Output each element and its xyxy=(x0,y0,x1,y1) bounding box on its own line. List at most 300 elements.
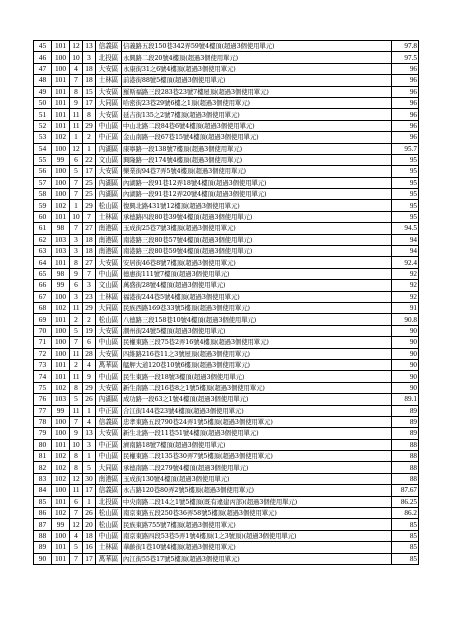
address-cell: 四維路216巷11之3號屋頂(超過3個使用單元) xyxy=(122,348,392,359)
score-cell: 85 xyxy=(392,553,419,564)
day-cell: 20 xyxy=(83,519,96,530)
year-cell: 101 xyxy=(52,109,70,120)
table-row xyxy=(34,451,419,462)
score-cell: 90 xyxy=(392,337,419,348)
score-cell: 95 xyxy=(392,166,419,177)
score-cell: 90.8 xyxy=(392,314,419,325)
district-cell: 大安區 xyxy=(96,63,122,74)
score-cell: 96 xyxy=(392,120,419,131)
address-cell: 玉成街25巷7號3樓頂(超過3個使用單元) xyxy=(122,223,392,234)
year-cell: 100 xyxy=(52,325,70,336)
year-cell: 100 xyxy=(52,189,70,200)
year-cell: 102 xyxy=(52,132,70,143)
score-cell: 90 xyxy=(392,348,419,359)
day-cell: 5 xyxy=(83,462,96,473)
address-cell: 前港街88號5樓頂(超過3個使用單元) xyxy=(122,75,392,86)
district-cell: 南港區 xyxy=(96,223,122,234)
day-cell: 23 xyxy=(83,291,96,302)
month-cell: 4 xyxy=(70,63,83,74)
month-cell: 10 xyxy=(70,211,83,222)
row-number-cell: 79 xyxy=(34,428,52,439)
day-cell: 2 xyxy=(83,132,96,143)
row-number-cell: 69 xyxy=(34,314,52,325)
month-cell: 7 xyxy=(70,189,83,200)
district-cell: 中山區 xyxy=(96,530,122,541)
row-number-cell: 60 xyxy=(34,211,52,222)
row-number-cell: 59 xyxy=(34,200,52,211)
row-number-cell: 84 xyxy=(34,485,52,496)
score-cell: 95 xyxy=(392,189,419,200)
table-row xyxy=(34,439,419,450)
year-cell: 101 xyxy=(52,120,70,131)
table-row xyxy=(34,200,419,211)
month-cell: 7 xyxy=(70,508,83,519)
year-cell: 99 xyxy=(52,280,70,291)
row-number-cell: 58 xyxy=(34,189,52,200)
score-cell: 95.7 xyxy=(392,143,419,154)
day-cell: 27 xyxy=(83,257,96,268)
score-cell: 89 xyxy=(392,416,419,427)
year-cell: 100 xyxy=(52,291,70,302)
district-cell: 中山區 xyxy=(96,268,122,279)
table-row xyxy=(34,268,419,279)
district-cell: 士林區 xyxy=(96,542,122,553)
year-cell: 103 xyxy=(52,394,70,405)
row-number-cell: 48 xyxy=(34,75,52,86)
day-cell: 17 xyxy=(83,97,96,108)
day-cell: 17 xyxy=(83,553,96,564)
row-number-cell: 55 xyxy=(34,154,52,165)
day-cell: 3 xyxy=(83,439,96,450)
month-cell: 6 xyxy=(70,280,83,291)
score-cell: 86.2 xyxy=(392,508,419,519)
day-cell: 1 xyxy=(83,496,96,507)
row-number-cell: 56 xyxy=(34,166,52,177)
year-cell: 101 xyxy=(52,86,70,97)
address-cell: 萬盛街28號4樓頂(超過3個使用單元) xyxy=(122,280,392,291)
row-number-cell: 61 xyxy=(34,223,52,234)
listing-table xyxy=(33,40,419,565)
day-cell: 1 xyxy=(83,143,96,154)
month-cell: 8 xyxy=(70,462,83,473)
address-cell: 延吉街135之2號7樓頂(超過3個使用單元) xyxy=(122,109,392,120)
year-cell: 100 xyxy=(52,166,70,177)
row-number-cell: 47 xyxy=(34,63,52,74)
address-cell: 樂業街94巷7弄5號4樓頂(超過3個使用單元) xyxy=(122,166,392,177)
year-cell: 101 xyxy=(52,211,70,222)
district-cell: 南港區 xyxy=(96,234,122,245)
address-cell: 中央南路二段14之1號5樓頂(既有違建丙部)(超過3個使用單元) xyxy=(122,496,392,507)
day-cell: 30 xyxy=(83,473,96,484)
address-cell: 忠孝東路五段790巷24弄1號5樓頂(超過3個使用單元) xyxy=(122,416,392,427)
day-cell: 15 xyxy=(83,86,96,97)
table-row xyxy=(34,302,419,313)
score-cell: 95 xyxy=(392,177,419,188)
score-cell: 88 xyxy=(392,462,419,473)
month-cell: 8 xyxy=(70,451,83,462)
table-row xyxy=(34,542,419,553)
year-cell: 100 xyxy=(52,348,70,359)
row-number-cell: 89 xyxy=(34,542,52,553)
month-cell: 3 xyxy=(70,234,83,245)
row-number-cell: 45 xyxy=(34,41,52,52)
month-cell: 1 xyxy=(70,132,83,143)
district-cell: 內湖區 xyxy=(96,394,122,405)
month-cell: 9 xyxy=(70,428,83,439)
day-cell: 18 xyxy=(83,246,96,257)
month-cell: 7 xyxy=(70,75,83,86)
year-cell: 100 xyxy=(52,485,70,496)
day-cell: 27 xyxy=(83,223,96,234)
table-row xyxy=(34,97,419,108)
month-cell: 5 xyxy=(70,542,83,553)
day-cell: 13 xyxy=(83,41,96,52)
day-cell: 4 xyxy=(83,359,96,370)
year-cell: 102 xyxy=(52,302,70,313)
address-cell: 濟南路18號7樓頂(超過3個使用單元) xyxy=(122,439,392,450)
row-number-cell: 54 xyxy=(34,143,52,154)
address-cell: 內湖路一段91巷12弄18號4樓頂(超過3個使用單元) xyxy=(122,177,392,188)
table-row xyxy=(34,519,419,530)
score-cell: 94 xyxy=(392,246,419,257)
year-cell: 100 xyxy=(52,63,70,74)
month-cell: 3 xyxy=(70,246,83,257)
score-cell: 89 xyxy=(392,428,419,439)
address-cell: 德惠街111號7樓頂(超過3個使用單元) xyxy=(122,268,392,279)
month-cell: 11 xyxy=(70,348,83,359)
year-cell: 100 xyxy=(52,143,70,154)
district-cell: 內湖區 xyxy=(96,143,122,154)
address-cell: 民生東路一段18號3樓頂(超過3個使用單元) xyxy=(122,371,392,382)
year-cell: 101 xyxy=(52,41,70,52)
district-cell: 萬華區 xyxy=(96,359,122,370)
month-cell: 7 xyxy=(70,553,83,564)
year-cell: 103 xyxy=(52,234,70,245)
district-cell: 松山區 xyxy=(96,200,122,211)
day-cell: 26 xyxy=(83,508,96,519)
address-cell: 內湖路一段91巷12弄20號4樓頂(超過3個使用單元) xyxy=(122,189,392,200)
month-cell: 5 xyxy=(70,166,83,177)
address-cell: 信義路五段150巷342弄59號4樓頂(超過3個使用單元) xyxy=(122,41,392,52)
month-cell: 5 xyxy=(70,325,83,336)
row-number-cell: 65 xyxy=(34,268,52,279)
score-cell: 96 xyxy=(392,86,419,97)
row-number-cell: 78 xyxy=(34,416,52,427)
year-cell: 98 xyxy=(52,223,70,234)
year-cell: 102 xyxy=(52,473,70,484)
day-cell: 13 xyxy=(83,428,96,439)
table-row xyxy=(34,382,419,393)
score-cell: 90 xyxy=(392,359,419,370)
month-cell: 12 xyxy=(70,41,83,52)
month-cell: 11 xyxy=(70,405,83,416)
day-cell: 3 xyxy=(83,280,96,291)
year-cell: 99 xyxy=(52,154,70,165)
row-number-cell: 53 xyxy=(34,132,52,143)
month-cell: 5 xyxy=(70,394,83,405)
score-cell: 95 xyxy=(392,211,419,222)
row-number-cell: 71 xyxy=(34,337,52,348)
table-row xyxy=(34,41,419,52)
year-cell: 100 xyxy=(52,52,70,63)
day-cell: 26 xyxy=(83,394,96,405)
table-row xyxy=(34,325,419,336)
score-cell: 89 xyxy=(392,405,419,416)
score-cell: 94.5 xyxy=(392,223,419,234)
district-cell: 北投區 xyxy=(96,496,122,507)
month-cell: 7 xyxy=(70,177,83,188)
month-cell: 12 xyxy=(70,473,83,484)
address-cell: 羅斯福路三段283巷23號7樓屋頂(超過3個使用單元) xyxy=(122,86,392,97)
year-cell: 102 xyxy=(52,451,70,462)
district-cell: 大同區 xyxy=(96,302,122,313)
district-cell: 北投區 xyxy=(96,52,122,63)
year-cell: 99 xyxy=(52,405,70,416)
table-row xyxy=(34,177,419,188)
row-number-cell: 52 xyxy=(34,120,52,131)
row-number-cell: 70 xyxy=(34,325,52,336)
day-cell: 18 xyxy=(83,530,96,541)
score-cell: 96 xyxy=(392,132,419,143)
district-cell: 大安區 xyxy=(96,348,122,359)
table-row xyxy=(34,280,419,291)
year-cell: 98 xyxy=(52,268,70,279)
day-cell: 17 xyxy=(83,485,96,496)
table-body xyxy=(34,41,419,565)
row-number-cell: 81 xyxy=(34,451,52,462)
document-sheet xyxy=(33,40,418,565)
district-cell: 士林區 xyxy=(96,75,122,86)
row-number-cell: 75 xyxy=(34,382,52,393)
table-row xyxy=(34,462,419,473)
row-number-cell: 46 xyxy=(34,52,52,63)
table-row xyxy=(34,371,419,382)
year-cell: 101 xyxy=(52,496,70,507)
district-cell: 大安區 xyxy=(96,325,122,336)
score-cell: 92 xyxy=(392,291,419,302)
score-cell: 97.8 xyxy=(392,41,419,52)
day-cell: 6 xyxy=(83,337,96,348)
row-number-cell: 73 xyxy=(34,359,52,370)
day-cell: 17 xyxy=(83,166,96,177)
address-cell: 南京東路五段250巷36弄58號5樓頂(超過3個使用單元) xyxy=(122,508,392,519)
month-cell: 12 xyxy=(70,519,83,530)
table-row xyxy=(34,132,419,143)
address-cell: 民族西路169巷33號5樓頂(超過3個使用單元) xyxy=(122,302,392,313)
year-cell: 100 xyxy=(52,530,70,541)
row-number-cell: 67 xyxy=(34,291,52,302)
address-cell: 南港路三段80巷57號4樓頂(超過3個使用單元) xyxy=(122,234,392,245)
district-cell: 萬華區 xyxy=(96,553,122,564)
month-cell: 2 xyxy=(70,359,83,370)
month-cell: 11 xyxy=(70,371,83,382)
row-number-cell: 77 xyxy=(34,405,52,416)
month-cell: 8 xyxy=(70,86,83,97)
day-cell: 16 xyxy=(83,542,96,553)
score-cell: 92 xyxy=(392,280,419,291)
row-number-cell: 85 xyxy=(34,496,52,507)
district-cell: 士林區 xyxy=(96,291,122,302)
district-cell: 大安區 xyxy=(96,109,122,120)
district-cell: 內湖區 xyxy=(96,189,122,200)
district-cell: 中山區 xyxy=(96,451,122,462)
year-cell: 101 xyxy=(52,257,70,268)
address-cell: 潮州街24號5樓頂(超過3個使用單元) xyxy=(122,325,392,336)
month-cell: 7 xyxy=(70,223,83,234)
address-cell: 玉成街130號4樓頂(超過3個使用單元) xyxy=(122,473,392,484)
table-row xyxy=(34,314,419,325)
address-cell: 金山南路一段67巷15號4樓頂(超過3個使用單元) xyxy=(122,132,392,143)
table-row xyxy=(34,154,419,165)
table-row xyxy=(34,223,419,234)
district-cell: 文山區 xyxy=(96,154,122,165)
row-number-cell: 62 xyxy=(34,234,52,245)
day-cell: 3 xyxy=(83,52,96,63)
table-row xyxy=(34,485,419,496)
table-row xyxy=(34,508,419,519)
district-cell: 士林區 xyxy=(96,211,122,222)
year-cell: 103 xyxy=(52,246,70,257)
row-number-cell: 49 xyxy=(34,86,52,97)
score-cell: 89.1 xyxy=(392,394,419,405)
table-row xyxy=(34,337,419,348)
month-cell: 9 xyxy=(70,97,83,108)
address-cell: 華齡街1巷10號4樓頂(超過3個使用單元) xyxy=(122,542,392,553)
score-cell: 90 xyxy=(392,382,419,393)
district-cell: 中正區 xyxy=(96,439,122,450)
table-row xyxy=(34,143,419,154)
address-cell: 新生南路二段16巷8之1號5樓頂(超過3個使用單元) xyxy=(122,382,392,393)
district-cell: 信義區 xyxy=(96,485,122,496)
day-cell: 19 xyxy=(83,325,96,336)
row-number-cell: 82 xyxy=(34,462,52,473)
day-cell: 28 xyxy=(83,348,96,359)
row-number-cell: 80 xyxy=(34,439,52,450)
year-cell: 99 xyxy=(52,519,70,530)
table-row xyxy=(34,348,419,359)
score-cell: 95 xyxy=(392,154,419,165)
year-cell: 102 xyxy=(52,200,70,211)
month-cell: 4 xyxy=(70,530,83,541)
district-cell: 中山區 xyxy=(96,371,122,382)
year-cell: 101 xyxy=(52,542,70,553)
table-row xyxy=(34,394,419,405)
year-cell: 101 xyxy=(52,371,70,382)
row-number-cell: 68 xyxy=(34,302,52,313)
address-cell: 永康街31之6號4樓頂(超過3個使用單元) xyxy=(122,63,392,74)
address-cell: 成功路一段63之1號4樓頂(超過3個使用單元) xyxy=(122,394,392,405)
table-row xyxy=(34,166,419,177)
district-cell: 中正區 xyxy=(96,132,122,143)
month-cell: 7 xyxy=(70,337,83,348)
address-cell: 民權東路三段75巷2弄16號4樓頂(超過3個使用單元) xyxy=(122,337,392,348)
score-cell: 90 xyxy=(392,371,419,382)
score-cell: 90 xyxy=(392,325,419,336)
table-row xyxy=(34,246,419,257)
month-cell: 11 xyxy=(70,120,83,131)
day-cell: 18 xyxy=(83,63,96,74)
district-cell: 大同區 xyxy=(96,97,122,108)
address-cell: 福港街244巷5號4樓頂(超過3個使用單元) xyxy=(122,291,392,302)
month-cell: 9 xyxy=(70,268,83,279)
day-cell: 8 xyxy=(83,109,96,120)
score-cell: 96 xyxy=(392,97,419,108)
district-cell: 松山區 xyxy=(96,314,122,325)
month-cell: 2 xyxy=(70,314,83,325)
district-cell: 中正區 xyxy=(96,405,122,416)
address-cell: 興隆路一段174號4樓頂(超過3個使用單元) xyxy=(122,154,392,165)
day-cell: 25 xyxy=(83,189,96,200)
score-cell: 88 xyxy=(392,439,419,450)
score-cell: 97.5 xyxy=(392,52,419,63)
day-cell: 29 xyxy=(83,382,96,393)
row-number-cell: 66 xyxy=(34,280,52,291)
month-cell: 11 xyxy=(70,485,83,496)
month-cell: 8 xyxy=(70,257,83,268)
score-cell: 92 xyxy=(392,268,419,279)
address-cell: 內江街55巷17號5樓頂(超過3個使用單元) xyxy=(122,553,392,564)
year-cell: 101 xyxy=(52,439,70,450)
district-cell: 大安區 xyxy=(96,86,122,97)
table-row xyxy=(34,120,419,131)
address-cell: 新生北路一段11巷51號4樓頂(超過3個使用單元) xyxy=(122,428,392,439)
year-cell: 101 xyxy=(52,359,70,370)
day-cell: 29 xyxy=(83,120,96,131)
score-cell: 96 xyxy=(392,75,419,86)
row-number-cell: 72 xyxy=(34,348,52,359)
score-cell: 96 xyxy=(392,63,419,74)
day-cell: 29 xyxy=(83,200,96,211)
district-cell: 松山區 xyxy=(96,508,122,519)
address-cell: 承德路四段80巷39號4樓頂(超過3個使用單元) xyxy=(122,211,392,222)
table-row xyxy=(34,405,419,416)
score-cell: 88 xyxy=(392,473,419,484)
district-cell: 南港區 xyxy=(96,473,122,484)
row-number-cell: 88 xyxy=(34,530,52,541)
table-row xyxy=(34,359,419,370)
table-row xyxy=(34,257,419,268)
row-number-cell: 57 xyxy=(34,177,52,188)
month-cell: 3 xyxy=(70,291,83,302)
day-cell: 29 xyxy=(83,302,96,313)
day-cell: 25 xyxy=(83,177,96,188)
score-cell: 95 xyxy=(392,200,419,211)
table-row xyxy=(34,291,419,302)
address-cell: 民族東路755號7樓頂(超過3個使用單元) xyxy=(122,519,392,530)
year-cell: 102 xyxy=(52,508,70,519)
table-row xyxy=(34,496,419,507)
address-cell: 南港路三段80巷59號4樓頂(超過3個使用單元) xyxy=(122,246,392,257)
day-cell: 4 xyxy=(83,416,96,427)
table-row xyxy=(34,234,419,245)
row-number-cell: 83 xyxy=(34,473,52,484)
row-number-cell: 74 xyxy=(34,371,52,382)
table-row xyxy=(34,63,419,74)
day-cell: 18 xyxy=(83,234,96,245)
table-row xyxy=(34,428,419,439)
district-cell: 信義區 xyxy=(96,416,122,427)
score-cell: 85 xyxy=(392,530,419,541)
score-cell: 85 xyxy=(392,519,419,530)
score-cell: 87.67 xyxy=(392,485,419,496)
day-cell: 7 xyxy=(83,211,96,222)
table-row xyxy=(34,416,419,427)
year-cell: 100 xyxy=(52,428,70,439)
district-cell: 中山區 xyxy=(96,120,122,131)
address-cell: 民權東路二段135巷30弄7號5樓頂(超過3個使用單元) xyxy=(122,451,392,462)
district-cell: 信義區 xyxy=(96,41,122,52)
day-cell: 2 xyxy=(83,314,96,325)
